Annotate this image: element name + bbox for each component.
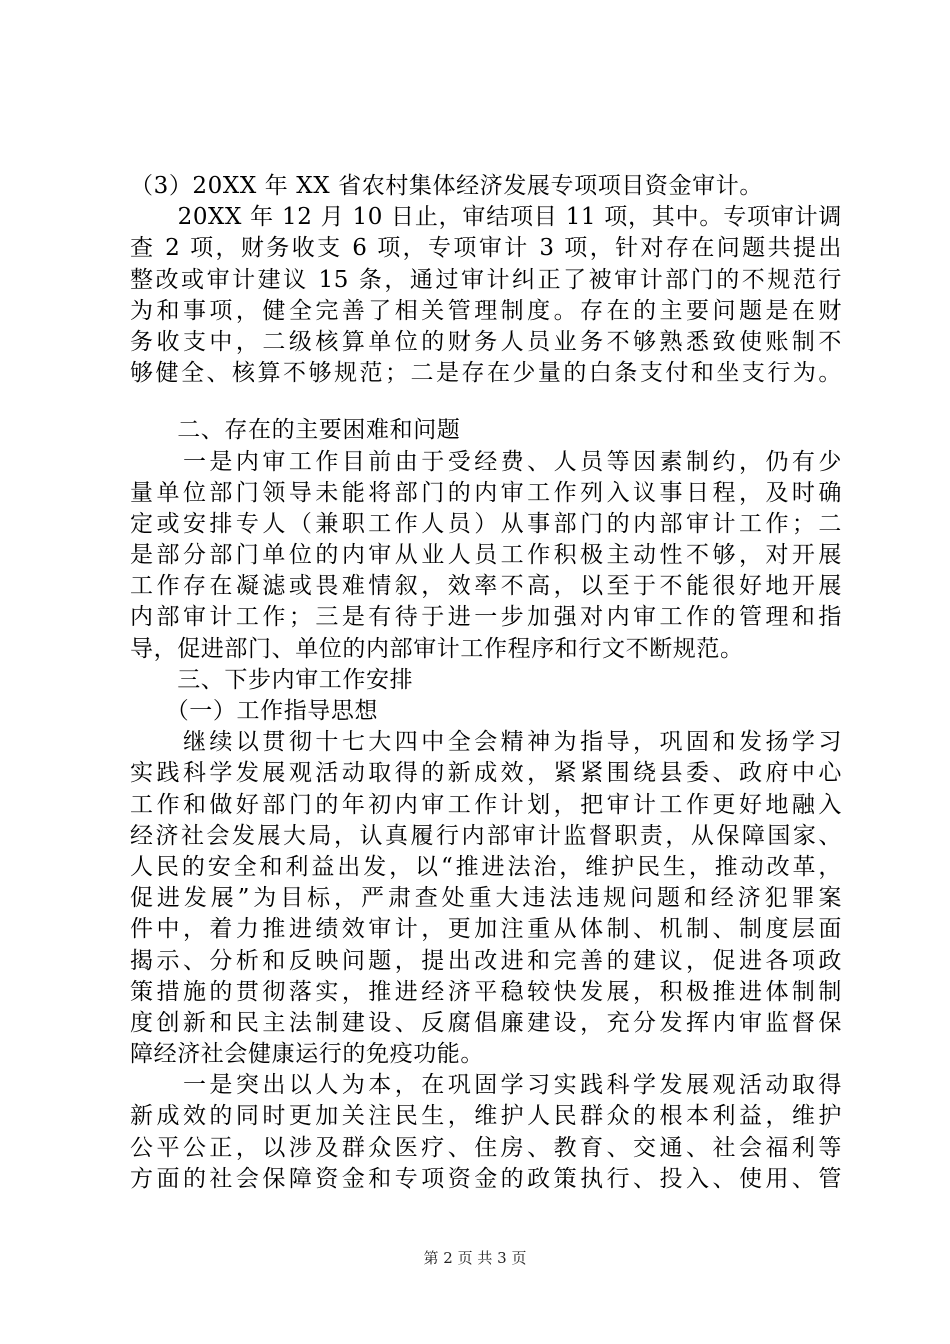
text-line: 一是突出以人为本，在巩固学习实践科学发展观活动取得 bbox=[130, 1072, 842, 1099]
paragraph-block-problems-and-plans bbox=[130, 415, 842, 1195]
text-line: 工作存在凝滤或畏难情叙，效率不高，以至于不能很好地开展 bbox=[130, 573, 842, 600]
text-line: 件中，着力推进绩效审计，更加注重从体制、机制、制度层面 bbox=[130, 916, 842, 943]
text-line: 为和事项，健全完善了相关管理制度。存在的主要问题是在财 bbox=[130, 297, 842, 324]
page-number-footer: 第 2 页 共 3 页 bbox=[423, 1249, 527, 1267]
text-line: 定或安排专人（兼职工作人员）从事部门的内部审计工作；二 bbox=[130, 510, 842, 537]
text-line: 够健全、核算不够规范；二是存在少量的白条支付和坐支行为。 bbox=[130, 360, 842, 387]
document-body bbox=[130, 171, 842, 1195]
text-line: 务收支中，二级核算单位的财务人员业务不够熟悉致使账制不 bbox=[130, 328, 842, 355]
text-line: 障经济社会健康运行的免疫功能。 bbox=[130, 1041, 484, 1068]
text-line: 实践科学发展观活动取得的新成效，紧紧围绕县委、政府中心 bbox=[130, 760, 842, 787]
text-line: 工作和做好部门的年初内审工作计划，把审计工作更好地融入 bbox=[130, 791, 842, 818]
text-line: 查 2 项，财务收支 6 项，专项审计 3 项，针对存在问题共提出 bbox=[130, 235, 842, 262]
text-line: 人民的安全和利益出发，以“推进法治，维护民生，推动改革， bbox=[130, 853, 842, 880]
text-line: 方面的社会保障资金和专项资金的政策执行、投入、使用、管 bbox=[130, 1165, 842, 1192]
text-line: 20XX 年 12 月 10 日止，审结项目 11 项，其中。专项审计调 bbox=[130, 204, 842, 231]
section-heading: 三、下步内审工作安排 bbox=[130, 666, 414, 693]
text-line: 是部分部门单位的内审从业人员工作积极主动性不够，对开展 bbox=[130, 542, 842, 569]
text-line: 新成效的同时更加关注民生，维护人民群众的根本利益，维护 bbox=[130, 1103, 842, 1130]
text-line: 量单位部门领导未能将部门的内审工作列入议事日程，及时确 bbox=[130, 479, 842, 506]
section-heading: 二、存在的主要困难和问题 bbox=[130, 417, 461, 444]
text-line: 公平公正，以涉及群众医疗、住房、教育、交通、社会福利等 bbox=[130, 1134, 842, 1161]
text-line: （3）20XX 年 XX 省农村集体经济发展专项项目资金审计。 bbox=[130, 173, 763, 199]
text-line: 整改或审计建议 15 条，通过审计纠正了被审计部门的不规范行 bbox=[130, 266, 842, 293]
text-line: 度创新和民主法制建设、反腐倡廉建设，充分发挥内审监督保 bbox=[130, 1009, 842, 1036]
subsection-heading: （一）工作指导思想 bbox=[130, 698, 379, 724]
text-line: 一是内审工作目前由于受经费、人员等因素制约，仍有少 bbox=[130, 448, 842, 475]
text-line: 继续以贯彻十七大四中全会精神为指导，巩固和发扬学习 bbox=[130, 729, 842, 756]
text-line: 促进发展”为目标，严肃查处重大违法违规问题和经济犯罪案 bbox=[130, 885, 842, 912]
paragraph-block-audit-results bbox=[130, 171, 842, 389]
paragraph-gap bbox=[130, 389, 842, 415]
text-line: 策措施的贯彻落实，推进经济平稳较快发展，积极推进体制制 bbox=[130, 978, 842, 1005]
text-line: 揭示、分析和反映问题，提出改进和完善的建议，促进各项政 bbox=[130, 947, 842, 974]
text-line: 导，促进部门、单位的内部审计工作程序和行文不断规范。 bbox=[130, 635, 744, 662]
text-line: 内部审计工作；三是有待于进一步加强对内审工作的管理和指 bbox=[130, 604, 842, 631]
text-line: 经济社会发展大局，认真履行内部审计监督职责，从保障国家、 bbox=[130, 822, 842, 849]
